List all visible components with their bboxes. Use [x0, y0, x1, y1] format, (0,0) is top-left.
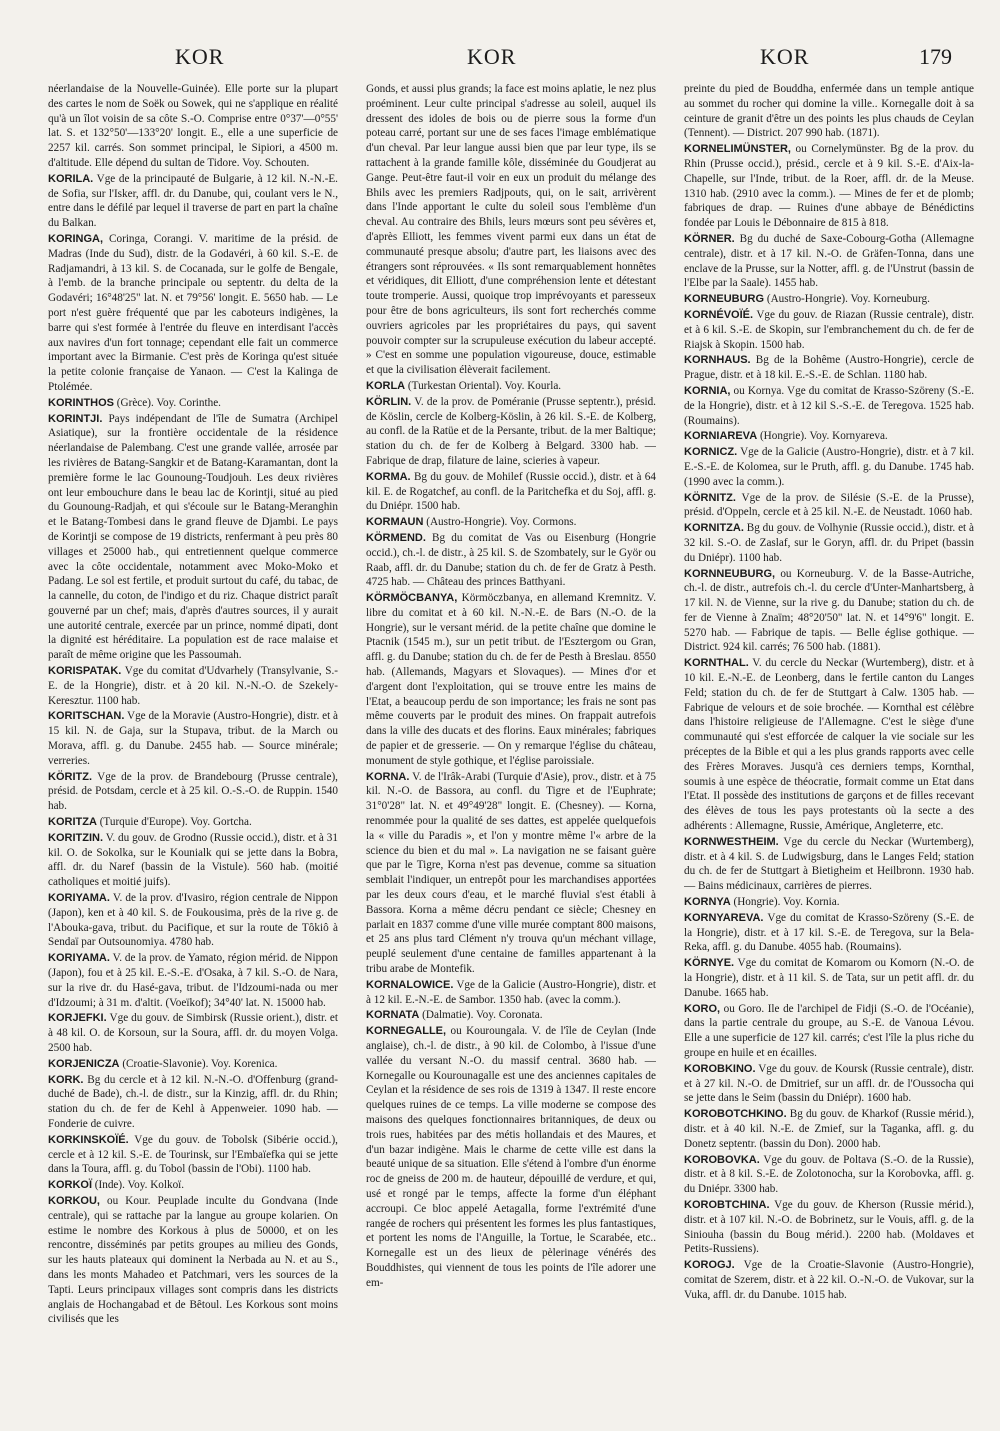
dictionary-entry [684, 1062, 974, 1106]
entry-headword: KORNALOWICE. [366, 978, 454, 991]
dictionary-entry [684, 567, 974, 656]
entry-headword: KORKOÏ [48, 1179, 92, 1192]
dictionary-entry [684, 1107, 974, 1151]
entry-headword: KORITZIN. [48, 831, 103, 844]
text-columns [48, 82, 978, 1422]
entry-text: Bg du duché de Saxe-Cobourg-Gotha (Allemagne centrale), distr. et à 17 kil. N.-O. de Gräfen-Tonna, dans une enclave de la Prusse, sur la Notter, affl. g. de l'Unstrut (bassin de l'Elbe par la Saale). 1455 hab. [684, 232, 974, 290]
entry-headword: KORKOU, [48, 1194, 100, 1207]
entry-headword: KORNEUBURG [684, 293, 765, 306]
column-2 [366, 82, 656, 1422]
entry-text: (Hongrie). Voy. Kornia. [733, 896, 840, 909]
entry-text: (Austro-Hongrie). Voy. Korneuburg. [766, 293, 930, 306]
entry-text: V. du cercle du Neckar (Wurtemberg), distr. et à 10 kil. E.-N.-E. de Leonberg, dans le fertile canton du Langes Feld; station du ch. de fer de Stuttgart à Calw. 1305 hab. — Fabrique de velours et de soie brochée. — Kornthal est célèbre dans l'histoire religieuse de l'Allemagne. C'est le siège d'une communauté qui s'est efforcée de calquer la vie sociale sur les préceptes de la Bible et qui a les plus grands rapports avec celle des Frères Moraves. Jusqu'à ces derniers temps, Kornthal, soumis à une espèce de théocratie, formait comme un Etat dans l'Etat. Il possède des institutions de garçons et de filles recevant des élèves de tous les pays protestants où la secte a des adhérents : Allemagne, Russie, Amérique, Angleterre, etc. [684, 657, 974, 833]
header-center-guide-word: KOR [467, 44, 517, 69]
entry-text: (Turkestan Oriental). Voy. Kourla. [407, 379, 562, 392]
column-1 [48, 82, 338, 1422]
entry-headword: KÖRMEND. [366, 531, 426, 544]
dictionary-entry [48, 891, 338, 950]
entry-text: V. de la prov. d'Ivasiro, région centrale de Nippon (Japon), ken et à 40 kil. S. de Foukousima, près de la rive g. de l'Abouka-gava, tribut. du Pacifique, et sur la route de Tôkiô à Sendaï par Outsounomiya. 4780 hab. [48, 892, 338, 949]
dictionary-entry [366, 470, 656, 514]
running-header [0, 44, 1000, 80]
entry-headword: KORNATA [366, 1009, 420, 1022]
entry-text: (Hongrie). Voy. Kornyareva. [759, 430, 888, 443]
entry-text: Vge de la Galicie (Austro-Hongrie), distr. et à 12 kil. E.-N.-E. de Sambor. 1350 hab. (avec la comm.). [366, 978, 656, 1006]
entry-text: Vge du gouv. de Riazan (Russie centrale), distr. et à 6 kil. S.-E. de Skopin, sur l'embranchement du ch. de fer de Riajsk à Skopin. 1500 hab. [684, 308, 974, 351]
entry-text: Bg de la Bohême (Austro-Hongrie), cercle de Prague, distr. et à 18 kil. E.-S.-E. de Schlan. 1180 hab. [684, 354, 974, 382]
continuation-text: Gonds, et aussi plus grands; la face est moins aplatie, le nez plus proéminent. Leur culte principal s'adresse au soleil, auquel ils dressent des idoles de bois ou de pierre sous la forme d'un poteau carré, portant sur une de ses faces l'image emblématique d'un cheval. Par leur langue aussi bien que par leur type, ils se rattachent à la grande famille kôle, disséminée du Goudjerat au Gange. Peut-être faut-il voir en eux un produit du mélange des Bhils avec les premiers Radjpouts, qui, on le sait, arrivèrent dans l'Inde apportant le culte du soleil sous l'emblème d'un cheval. Au contraire des Bhils, leurs mœurs sont peu sévères et, d'après Elliott, les femmes vivent parmi eux dans un état de communauté presque absolu; d'autre part, les liaisons avec des étrangers sont réprouvées. « Ils sont remarquablement honnêtes et véridiques, dit Elliott, d'une compréhension lente et détestant toute tromperie. Aussi, quoique trop imprévoyants et paresseux pour être de bons agriculteurs, ils sont fort recherchés comme ouvriers agricoles par les propriétaires du pays, qui savent pouvoir compter sur la scrupuleuse exécution du labeur accepté. » C'est en somme une population vigoureuse, douce, estimable et que la civilisation élèverait facilement. [366, 83, 656, 377]
dictionary-entry [684, 292, 974, 307]
entry-text: Vge de la prov. de Brandebourg (Prusse centrale), présid. de Potsdam, cercle et à 25 kil. O.-S.-O. de Ruppin. 1540 hab. [48, 770, 338, 813]
entry-headword: KOROBOTCHKINO. [684, 1108, 787, 1121]
dictionary-entry [366, 978, 656, 1008]
entry-text: Vge du comitat de Krasso-Szöreny (S.-E. de la Hongrie), distr. et à 17 kil. S.-E. de Teregova, sur la Bela-Reka, affl. g. du Danube. 4055 hab. (Roumains). [684, 911, 974, 954]
entry-headword: KÖRITZ. [48, 770, 92, 783]
dictionary-entry [684, 956, 974, 1000]
entry-text: (Croatie-Slavonie). Voy. Korenica. [122, 1057, 278, 1070]
entry-headword: KOROBKINO. [684, 1062, 756, 1075]
dictionary-entry [684, 353, 974, 383]
dictionary-entry [684, 384, 974, 428]
entry-text: Vge de la principauté de Bulgarie, à 12 kil. N.-N.-E. de Sofia, sur l'Isker, affl. dr. du Danube, qui, coulant vers le N., entre dans le défilé par lequel il traverse de part en part la chaîne du Balkan. [48, 172, 338, 230]
header-left-guide-word: KOR [175, 44, 225, 69]
entry-text: ou Kouroungala. V. de l'île de Ceylan (Inde anglaise), ch.-l. de distr., à 90 kil. de Colombo, à l'issue d'une vallée du versant N.-O. du massif central. 3680 hab. — Kornegalle ou Kourounagalle est une des anciennes capitales de Ceylan et la résidence de ses rois de 1319 à 1347. Il reste encore quelques ruines de ce temps. La ville moderne se compose des maisons des quelques fonctionnaires britanniques, de deux ou trois rues, habitées par des métis hollandais et des Maures, et d'un bazar indigène. Mais le charme de cette ville est dans la beauté unique de sa situation. Elle s'étend à l'ombre d'un énorme roc de gneiss de 200 m. de hauteur, dépouillé de verdure, et qui, usé et rongé par le temps, affecte la forme d'un éléphant accroupi. Ce bloc appelé Aetagalla, forme l'extrémité d'une rangée de rochers qui présentent les formes les plus fantastiques, et portent les noms de l'Anguille, la Tortue, le Scarabée, etc.. Kornegalle est un des lieux de pèlerinage vénérés des Bouddhistes, qui viennent de tous les points de l'île adorer une em- [366, 1025, 656, 1289]
entry-text: ou Kornya. Vge du comitat de Krasso-Szöreny (S.-E. de la Hongrie), distr. et à 12 kil S.-S.-E. de Teregova. 1525 hab. (Roumains). [684, 384, 974, 427]
entry-headword: KORKINSKOÏÉ. [48, 1133, 129, 1146]
dictionary-entry [684, 521, 974, 565]
entry-text: Vge du gouv. de Kherson (Russie mérid.), distr. et à 107 kil. N.-O. de Bobrinetz, sur le Vouis, affl. g. de la Siniouha (bassin du Boug mérid.). 2200 hab. (Moldaves et Petits-Russiens). [684, 1198, 974, 1256]
dictionary-entry [48, 1011, 338, 1055]
entry-headword: KORNYA [684, 896, 731, 909]
dictionary-entry [684, 656, 974, 834]
entry-headword: KORNIAREVA [684, 430, 758, 443]
entry-headword: KÖRNER. [684, 232, 735, 245]
entry-headword: KÖRNYE. [684, 957, 735, 970]
entry-headword: KORITSCHAN. [48, 710, 125, 723]
entry-headword: KORMA. [366, 470, 411, 483]
dictionary-entry [684, 429, 974, 444]
dictionary-entry [366, 395, 656, 469]
entry-headword: KORNTHAL. [684, 657, 749, 670]
dictionary-entry [684, 895, 974, 910]
dictionary-entry [48, 412, 338, 664]
entry-headword: KORNIA, [684, 384, 731, 397]
entry-text: V. de la prov. de Poméranie (Prusse septentr.), présid. de Köslin, cercle de Kolberg-Köslin, à 26 kil. S.-E. de Kolberg, au confl. de la Ratüe et de la Persante, tribut. de la mer Baltique; station du ch. de fer de Kolberg à Belgard. 3300 hab. — Fabrique de drap, filature de laine, scieries à vapeur. [366, 395, 656, 467]
dictionary-entry [366, 770, 656, 977]
entry-headword: KORNNEUBURG, [684, 567, 776, 580]
entry-text: Bg du cercle et à 12 kil. N.-N.-O. d'Offenburg (grand-duché de Bade), ch.-l. de distr., sur la Kinzig, affl. dr. du Rhin; station du ch. de fer de Kehl à Appenweier. 1090 hab. — Fonderie de cuivre. [48, 1073, 338, 1130]
entry-headword: KORMAUN [366, 516, 424, 529]
entry-headword: KORNEGALLE, [366, 1025, 447, 1038]
entry-text: (Turquie d'Europe). Voy. Gortcha. [99, 816, 252, 829]
dictionary-entry [366, 591, 656, 769]
column-3 [684, 82, 974, 1422]
entry-headword: KORJENICZA [48, 1057, 120, 1070]
dictionary-entry [684, 1153, 974, 1197]
entry-headword: KORIYAMA. [48, 952, 110, 965]
dictionary-entry [366, 1024, 656, 1290]
entry-headword: KOROBTCHINA. [684, 1198, 770, 1211]
entry-headword: KORJEFKI. [48, 1012, 107, 1025]
entry-headword: KOROGJ. [684, 1259, 735, 1272]
dictionary-entry [48, 664, 338, 708]
entry-text: Bg du gouv. de Volhynie (Russie occid.), distr. et à 32 kil. S.-O. de Zaslaf, sur le Goryn, affl. dr. du Pripet (bassin du Dniépr). 1100 hab. [684, 522, 974, 564]
entry-text: Vge du gouv. de Poltava (S.-O. de la Russie), distr. et à 8 kil. S.-E. de Zolotonocha, sur la Korobovka, affl. g. du Dniépr. 3300 hab. [684, 1153, 974, 1196]
dictionary-entry [684, 142, 974, 231]
entry-text: Vge du gouv. de Koursk (Russie centrale), distr. et à 27 kil. N.-O. de Dmitrief, sur un affl. dr. de l'Oussocha qui se jette dans le Seim (bassin du Dniépr). 1600 hab. [684, 1062, 974, 1105]
entry-headword: KÖRLIN. [366, 395, 412, 408]
entry-text: Vge de la prov. de Silésie (S.-E. de la Prusse), présid. d'Oppeln, cercle et à 25 kil. N.-E. de Neustadt. 1060 hab. [684, 491, 974, 519]
entry-text: Bg du gouv. de Mohilef (Russie occid.), distr. et à 64 kil. E. de Rogatchef, au confl. de la Paritchefka et du Soj, affl. g. du Dniépr. 1500 hab. [366, 470, 656, 513]
entry-text: Vge du cercle du Neckar (Wurtemberg), distr. et à 4 kil. S. de Ludwigsburg, dans le Langes Feld; station du ch. de fer de Stuttgart à Bietigheim et Heilbronn. 1930 hab. — Bains médicinaux, carrières de pierres. [684, 835, 974, 893]
dictionary-entry [684, 1002, 974, 1061]
entry-headword: KORNA. [366, 770, 410, 783]
entry-headword: KÖRMÖCBANYA, [366, 592, 458, 605]
entry-text: ou Cornelymünster. Bg de la prov. du Rhin (Prusse occid.), présid., cercle et à 9 kil. S.-E. d'Aix-la-Chapelle, sur l'Inde, tribut. de la Roer, affl. dr. de la Meuse. 1310 hab. (2910 avec la comm.). — Mines de fer et de plomb; fabriques de drap. — Ruines d'une abbaye de Bénédictins fondée par Louis le Débonnaire de 815 à 818. [684, 143, 974, 230]
entry-headword: KORNICZ. [684, 446, 738, 459]
dictionary-entry [684, 835, 974, 894]
entry-text: Vge du comitat d'Udvarhely (Transylvanie, S.-E. de la Hongrie), distr. et à 20 kil. N.-N.-O. de Szekely-Keresztur. 1100 hab. [48, 665, 338, 707]
dictionary-entry [48, 709, 338, 768]
entry-text: V. du gouv. de Grodno (Russie occid.), distr. et à 31 kil. O. de Sokolka, sur le Kounialk qui se jette dans la Bobra, affl. dr. du Naref (bassin de la Vistule). 560 hab. (moitié catholiques et moitié juifs). [48, 831, 338, 889]
entry-headword: KORILA. [48, 172, 94, 185]
dictionary-entry [684, 232, 974, 291]
entry-text: (Grèce). Voy. Corinthe. [116, 396, 221, 409]
entry-text: Vge du gouv. de Simbirsk (Russie orient.), distr. et à 48 kil. O. de Korsoun, sur la Soura, affl. dr. du moyen Volga. 2500 hab. [48, 1012, 338, 1054]
dictionary-entry [48, 172, 338, 231]
entry-text: ou Korneuburg. V. de la Basse-Autriche, ch.-l. de distr., autrefois ch.-l. du cercle d'Unter-Manhartsberg, à 17 kil. N. de Vienne, sur la rive g. du Danube; station du ch. de fer de Vienne à Znaïm; 48°20'50" lat. N. et 14°9'6" longit. E. 5270 hab. — Fabrique de tapis. — Belle église gothique. — District. 924 kil. carrés; 76 500 hab. (1881). [684, 567, 974, 654]
header-right-guide-word: KOR [760, 44, 810, 69]
dictionary-entry [684, 308, 974, 352]
entry-text: V. de l'Irâk-Arabi (Turquie d'Asie), prov., distr. et à 75 kil. N.-O. de Bassora, au confl. du Tigre et de l'Euphrate; 31°0'28" lat. N. et 49°49'28" longit. E. (Chesney). — Korna, renommée pour la qualité de ses dattes, est appelée quelquefois la « ville du Paradis », et l'on y montre même l'« arbre de la science du bien et du mal ». La navigation ne se faisant guère que par le Tigre, Korna n'est pas devenue, comme sa situation semblait l'indiquer, un entrepôt pour les marchandises apportées par les deux cours d'eau, et le marché fluvial s'est établi à Bassora. Korna a même décru pendant ce siècle; Chesney en parlait en 1837 comme d'une ville murée comptant 800 maisons, et 25 ans plus tard Clément n'y trouva qu'un méchant village, peuplé seulement d'une centaine de familles appartenant à la tribu arabe de Montefik. [366, 770, 656, 976]
dictionary-entry [48, 951, 338, 1010]
dictionary-entry [684, 1258, 974, 1302]
entry-headword: KORNELIMÜNSTER, [684, 143, 791, 156]
entry-headword: KORNYAREVA. [684, 911, 764, 924]
entry-text: Vge de la Galicie (Austro-Hongrie), distr. et à 7 kil. E.-S.-E. de Kolomea, sur le Pruth, affl. g. du Danube. 1745 hab. (1990 avec la comm.). [684, 446, 974, 488]
entry-headword: KORO, [684, 1002, 721, 1015]
dictionary-entry [48, 232, 338, 395]
dictionary-entry [48, 770, 338, 814]
entry-headword: KORNHAUS. [684, 354, 751, 367]
dictionary-entry [366, 379, 656, 394]
entry-headword: KORLA [366, 379, 406, 392]
entry-text: Bg du gouv. de Kharkof (Russie mérid.), distr. et à 40 kil. N.-E. de Zmief, sur la Taganka, affl. g. du Donetz septentr. (bassin du Don). 2000 hab. [684, 1108, 974, 1150]
entry-text: Coringa, Corangi. V. maritime de la présid. de Madras (Inde du Sud), distr. de la Godavéri, à 60 kil. S.-E. de Radjamandri, à 13 kil. S. de Cocanada, sur le golfe de Bengale, à l'emb. de la branche principale ou septentr. du delta de la Godavéri; 16°48'25" lat. N. et 79°56' longit. E. 5650 hab. — Le port n'est guère fréquenté que par les caboteurs indigènes, la barre qui s'est formée à l'entrée du fleuve en interdisant l'accès aux navires d'un fort tonnage; cependant elle fait un commerce important avec la Birmanie. C'est près de Koringa qu'est située la petite colonie française de Yanaon. — C'est la Kalinga de Ptolémée. [48, 232, 338, 393]
entry-text: Bg du comitat de Vas ou Eisenburg (Hongrie occid.), ch.-l. de distr., à 25 kil. S. de Szombately, sur le Györ ou Raab, affl. dr. du Danube; station du ch. de fer de Gratz à Pesth. 4725 hab. — Château des princes Batthyani. [366, 531, 656, 589]
entry-text: ou Goro. Ile de l'archipel de Fidji (S.-O. de l'Océanie), dans la partie centrale du groupe, au S.-E. de Vanoua Lévou. Elle a une superficie de 127 kil. carrés; c'est l'île la plus riche du groupe en huile et en écailles. [684, 1002, 974, 1059]
entry-headword: KORNWESTHEIM. [684, 835, 779, 848]
dictionary-entry [366, 515, 656, 530]
dictionary-entry [48, 1194, 338, 1327]
dictionary-entry [684, 911, 974, 955]
entry-headword: KORINTJI. [48, 412, 103, 425]
dictionary-entry [684, 445, 974, 489]
continuation-text: néerlandaise de la Nouvelle-Guinée). Elle porte sur la plupart des cartes le nom de Soëk ou Sowek, qui ne s'applique en réalité qu'à un îlot voisin de sa côte S.-O. Comprise entre 0°37'—0°55' lat. S. et 132°50'—133°20' longit. E., elle a une superficie de 2257 kil. carrés. Son sommet principal, le Sipiori, a 4500 m. d'altitude. Elle dépend du sultan de Tidore. Voy. Schouten. [48, 83, 338, 169]
entry-text: Vge de la Croatie-Slavonie (Austro-Hongrie), comitat de Szerem, distr. et à 22 kil. O.-N.-O. de Vukovar, sur la Vuka, affl. dr. du Danube. 1015 hab. [684, 1259, 974, 1301]
entry-text: (Austro-Hongrie). Voy. Cormons. [426, 516, 577, 529]
entry-text: (Dalmatie). Voy. Coronata. [422, 1009, 543, 1022]
dictionary-entry [48, 1178, 338, 1193]
dictionary-entry [366, 531, 656, 590]
dictionary-entry [366, 1008, 656, 1023]
entry-headword: KOROBOVKA. [684, 1153, 760, 1166]
page-number: 179 [919, 44, 952, 69]
entry-headword: KORINTHOS [48, 396, 114, 409]
entry-headword: KORITZA [48, 816, 97, 829]
entry-headword: KÖRNITZ. [684, 491, 736, 504]
entry-headword: KORINGA, [48, 232, 103, 245]
entry-text: ou Kour. Peuplade inculte du Gondvana (Inde centrale), qui se rattache par la langue au groupe kolarien. On estime le nombre des Korkous à plus de 50000, et on les rencontre, disséminés par petits groupes au milieu des Gonds, sur les hauts plateaux qui dominent la Nerbada au N. et au S., dans les monts Mahadeo et Patchmari, vers les sources de la Tapti. Leurs principaux villages sont compris dans les districts anglais de Hochangabad et de Bêtoul. Les Korkous sont moins civilisés que les [48, 1194, 338, 1326]
entry-headword: KORISPATAK. [48, 665, 122, 678]
entry-headword: KORNÉVOÏÉ. [684, 308, 754, 321]
entry-text: Pays indépendant de l'île de Sumatra (Archipel Asiatique), sur la frontière occidentale de la résidence néerlandaise de Palembang. C'est une grande vallée, arrosée par les rivières de Batang-Sangkir et de Batang-Karamantan, dont la première forme le lac Gounoung-Toudjouh. Les deux rivières ont leur embouchure dans le beau lac de Korintji, situé au pied du Gounoung-Radjah, et qui s'écoule sur le Batang-Meranghin et le Batang-Tombesi dans le grand fleuve de Djambi. Le pays de Korintji se compose de 19 districts, renfermant à peu près 80 villages et 25000 hab., qui entretiennent quelque commerce avec la côte occidentale, notamment avec Moko-Moko et Padang. Le sol est fertile, et produit surtout du café, du tabac, de la cannelle, du coton, de l'indigo et du riz. Chaque district paraît gouverné par un chef; mais, d'après d'autres sources, il y aurait une autorité centrale, exercée par un prince, nommé dipati, dont la dignité est héréditaire. La population est de race malaise et paraît de même origine que les Passoumah. [48, 412, 338, 662]
entry-text: Vge du gouv. de Tobolsk (Sibérie occid.), cercle et à 12 kil. S.-E. de Tourinsk, sur l'Embaïefka qui se jette dans la Toura, affl. g. du Tobol (bassin de l'Obi). 1100 hab. [48, 1133, 338, 1176]
entry-text: (Inde). Voy. Kolkoï. [94, 1179, 185, 1192]
dictionary-entry [48, 815, 338, 830]
entry-text: Vge du comitat de Komarom ou Komorn (N.-O. de la Hongrie), distr. et à 11 kil. S. de Tata, sur un petit affl. dr. du Danube. 1665 hab. [684, 957, 974, 999]
entry-text: Vge de la Moravie (Austro-Hongrie), distr. et à 15 kil. N. de Gaja, sur la Stupava, tribut. de la March ou Morava, affl. g. du Danube. 2455 hab. — Source minérale; verreries. [48, 710, 338, 767]
entry-headword: KORK. [48, 1073, 84, 1086]
dictionary-entry [48, 1133, 338, 1177]
entry-text: V. de la prov. de Yamato, région mérid. de Nippon (Japon), fou et à 25 kil. E.-S.-E. d'Osaka, à 7 kil. S.-O. de Nara, sur la rive dr. du Hasé-gava, tribut. de l'Idzoumi-nada ou mer d'Idzoumi; à 31 m. d'altit. (Voeïkof); 34°40' lat. N. 15000 hab. [48, 952, 338, 1009]
dictionary-entry [684, 1198, 974, 1257]
dictionary-entry [48, 831, 338, 890]
dictionary-entry [684, 491, 974, 521]
continuation-text: preinte du pied de Bouddha, enfermée dans un temple antique au sommet du rocher qui domine la ville.. Kornegalle doit à sa ceinture de granit d'être un des points les plus chauds de Ceylan (Tennent). — District. 207 990 hab. (1871). [684, 83, 974, 140]
entry-headword: KORIYAMA. [48, 892, 110, 905]
entry-text: Körmöczbanya, en allemand Kremnitz. V. libre du comitat et à 60 kil. N.-N.-E. de Bars (N.-O. de la Hongrie), sur le versant mérid. de la petite chaîne que domine le Ptacnik (1545 m.), sur un petit tribut. de l'Esztergom ou Gran, affl. g. du Danube; station du ch. de fer de Pesth à Breslau. 8550 hab. (Allemands, Magyars et Slovaques). — Mines d'or et d'argent dont l'exploitation, qui se trouve entre les mains de l'Etat, a beaucoup perdu de son importance; les frais ne sont pas même couverts par le produit des mines. On frappait autrefois dans la ville des ducats et des florins. Eaux minérales; fabriques de papier et de gresserie. — On y remarque l'église du château, monument de style gothique, et l'église paroissiale. [366, 592, 656, 767]
entry-headword: KORNITZA. [684, 522, 744, 535]
dictionary-entry [48, 1073, 338, 1132]
dictionary-entry [48, 396, 338, 411]
dictionary-entry [48, 1057, 338, 1072]
